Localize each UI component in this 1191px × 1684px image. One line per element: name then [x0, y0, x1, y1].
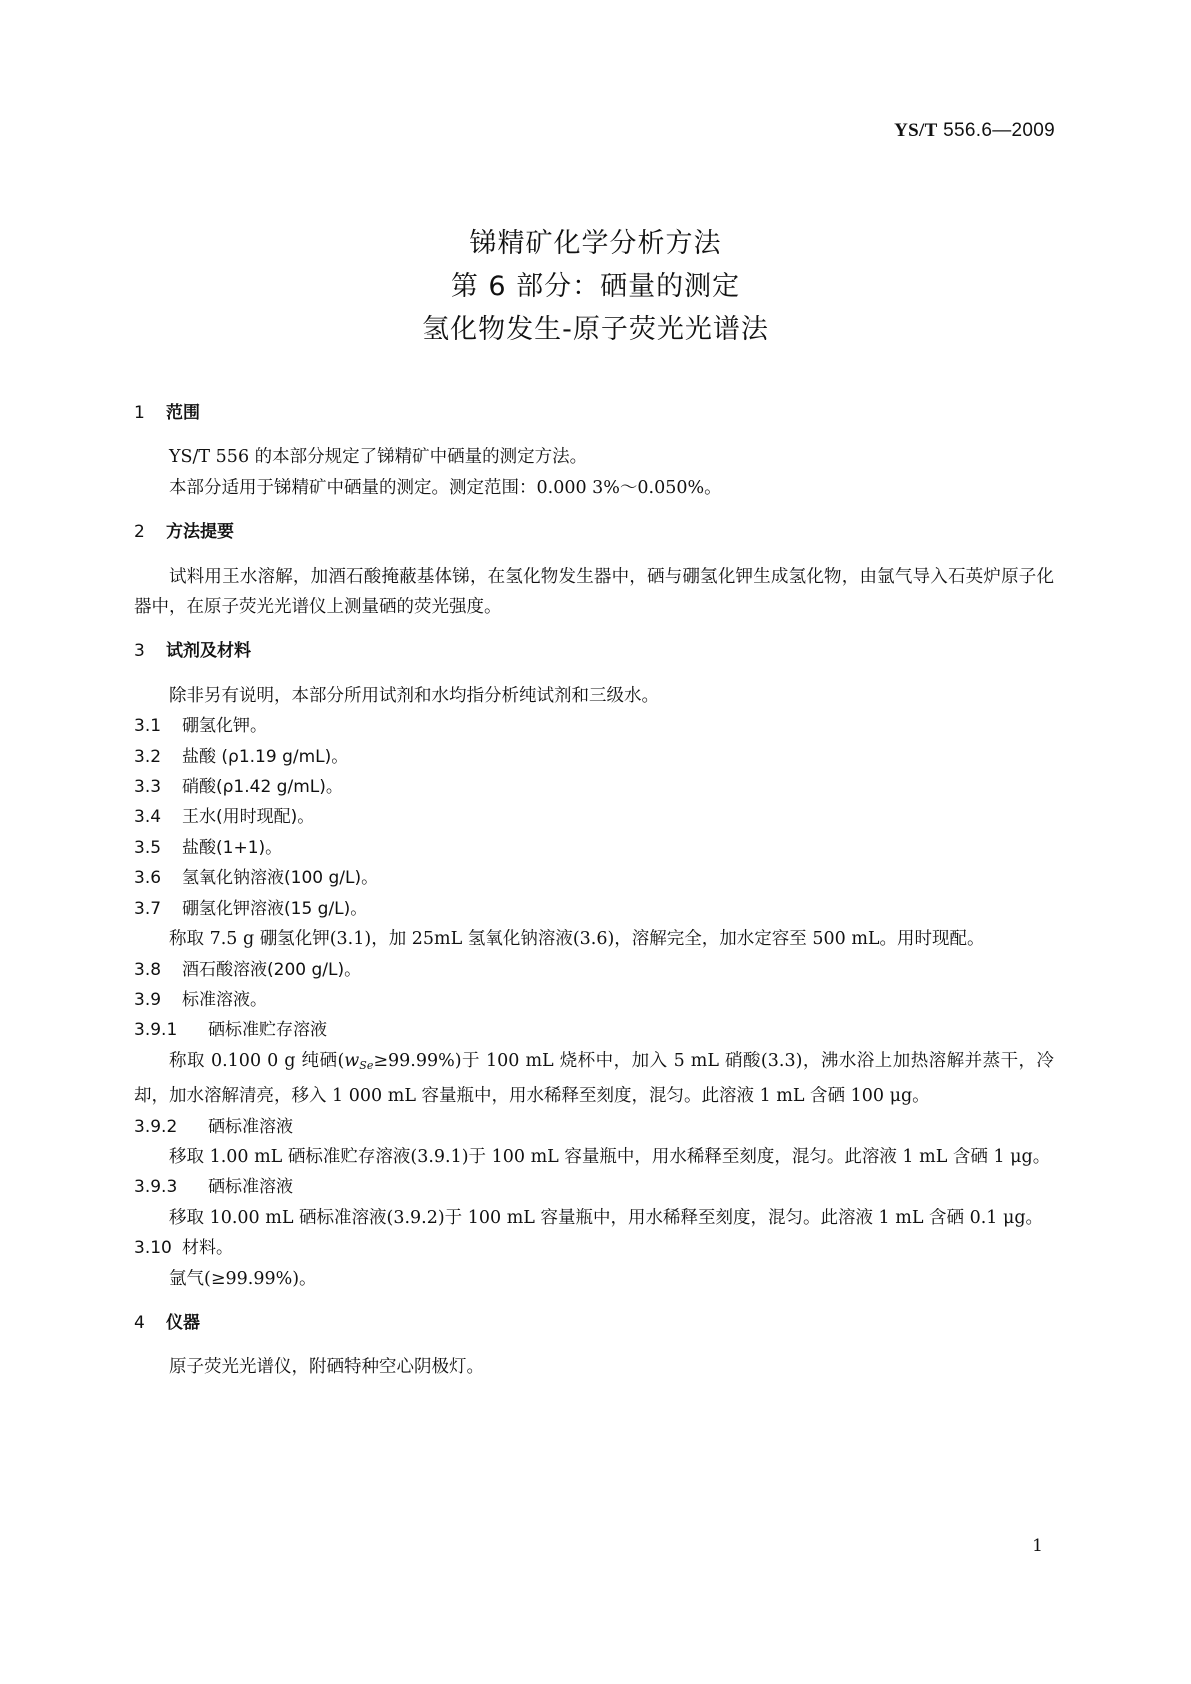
clause-text: 氢氧化钠溶液(100 g/L)。 — [182, 868, 379, 889]
paragraph: 移取 1.00 mL 硒标准贮存溶液(3.9.1)于 100 mL 容量瓶中，用水稀释至刻度，混匀。此溶液 1 mL 含硒 1 μg。 — [169, 1146, 1051, 1167]
section-3-heading — [134, 636, 1054, 666]
clause-number: 3.5 — [134, 837, 162, 858]
title-line-2: 第 6 部分：硒量的测定 — [450, 271, 741, 302]
clause-text: 王水(用时现配)。 — [182, 807, 315, 828]
clause-3-4 — [134, 802, 1054, 832]
clause-number: 3.8 — [134, 959, 162, 980]
paragraph: YS/T 556 的本部分规定了锑精矿中硒量的测定方法。 — [169, 447, 588, 468]
paragraph — [134, 1046, 1054, 1112]
clause-number: 3.2 — [134, 746, 162, 767]
clause-text: 硒标准溶液 — [208, 1116, 293, 1137]
standard-prefix: YS/T — [894, 120, 938, 141]
clause-3-6 — [134, 863, 1054, 893]
clause-text: 材料。 — [182, 1238, 233, 1259]
clause-3-2 — [134, 742, 1054, 772]
paragraph: 除非另有说明，本部分所用试剂和水均指分析纯试剂和三级水。 — [169, 685, 659, 706]
paragraph: 称取 7.5 g 硼氢化钾(3.1)，加 25mL 氢氧化钠溶液(3.6)，溶解完全，加水定容至 500 mL。用时现配。 — [169, 929, 985, 950]
clause-3-9 — [134, 985, 1054, 1015]
clause-number: 3.10 — [134, 1238, 172, 1259]
clause-number: 3.1 — [134, 716, 162, 737]
clause-3-3 — [134, 772, 1054, 802]
clause-3-1 — [134, 711, 1054, 741]
clause-text: 硼氢化钾。 — [182, 716, 267, 737]
document-title — [0, 222, 1191, 351]
section-number: 1 — [134, 403, 145, 423]
clause-3-8 — [134, 955, 1054, 985]
clause-text: 盐酸 (ρ1.19 g/mL)。 — [182, 746, 349, 767]
clause-number: 3.9 — [134, 989, 162, 1010]
paragraph: 原子荧光光谱仪，附硒特种空心阴极灯。 — [169, 1357, 484, 1378]
clause-3-9-3 — [134, 1172, 1054, 1202]
section-title: 仪器 — [166, 1312, 200, 1333]
title-line-3: 氢化物发生-原子荧光光谱法 — [422, 314, 769, 345]
paragraph-part: 称取 0.100 0 g 纯硒( — [169, 1050, 345, 1071]
standard-code: 556.6—2009 — [943, 120, 1055, 141]
section-title: 试剂及材料 — [166, 641, 251, 662]
standard-number — [894, 120, 1055, 142]
clause-3-5 — [134, 833, 1054, 863]
clause-text: 硼氢化钾溶液(15 g/L)。 — [182, 898, 368, 919]
clause-number: 3.9.1 — [134, 1020, 178, 1041]
section-1-heading — [134, 398, 1054, 428]
clause-number: 3.9.2 — [134, 1116, 178, 1137]
clause-text: 酒石酸溶液(200 g/L)。 — [182, 959, 362, 980]
clause-number: 3.7 — [134, 898, 162, 919]
clause-text: 硝酸(ρ1.42 g/mL)。 — [182, 777, 343, 798]
paragraph-part: ≥99.99%)于 100 mL 烧杯中，加入 5 mL 硝酸(3.3)，沸水浴上加热溶解并蒸干，冷却，加水溶解清亮，移入 1 000 mL 容量瓶中，用水稀释至刻度，混匀。此溶液 1 mL 含硒 100 μg。 — [134, 1050, 1055, 1107]
clause-3-9-1 — [134, 1015, 1054, 1045]
section-number: 4 — [134, 1312, 145, 1333]
page-number: 1 — [1032, 1536, 1043, 1556]
clause-number: 3.4 — [134, 807, 162, 828]
paragraph: 本部分适用于锑精矿中硒量的测定。测定范围：0.000 3%～0.050%。 — [169, 477, 722, 498]
section-number: 3 — [134, 641, 145, 662]
subscript-se: Se — [359, 1058, 374, 1072]
paragraph: 移取 10.00 mL 硒标准溶液(3.9.2)于 100 mL 容量瓶中，用水稀释至刻度，混匀。此溶液 1 mL 含硒 0.1 μg。 — [169, 1207, 1044, 1228]
section-title: 范围 — [166, 403, 200, 423]
mass-fraction-symbol: w — [344, 1050, 360, 1071]
section-2-heading — [134, 517, 1054, 547]
section-title: 方法提要 — [166, 522, 234, 543]
paragraph: 氩气(≥99.99%)。 — [169, 1268, 317, 1289]
clause-text: 盐酸(1+1)。 — [182, 837, 283, 858]
clause-text: 硒标准溶液 — [208, 1177, 293, 1198]
document-body — [134, 398, 1054, 1383]
clause-number: 3.9.3 — [134, 1177, 178, 1198]
paragraph: 试料用王水溶解，加酒石酸掩蔽基体锑，在氢化物发生器中，硒与硼氢化钾生成氢化物，由氩气导入石英炉原子化器中，在原子荧光光谱仪上测量硒的荧光强度。 — [134, 566, 1054, 618]
clause-number: 3.6 — [134, 868, 162, 889]
section-4-heading — [134, 1308, 1054, 1338]
clause-3-9-2 — [134, 1112, 1054, 1142]
clause-text: 标准溶液。 — [182, 989, 267, 1010]
title-line-1: 锑精矿化学分析方法 — [469, 228, 722, 259]
clause-3-7 — [134, 894, 1054, 924]
clause-number: 3.3 — [134, 777, 162, 798]
clause-3-10 — [134, 1233, 1054, 1263]
clause-text: 硒标准贮存溶液 — [208, 1020, 327, 1041]
section-number: 2 — [134, 522, 145, 543]
